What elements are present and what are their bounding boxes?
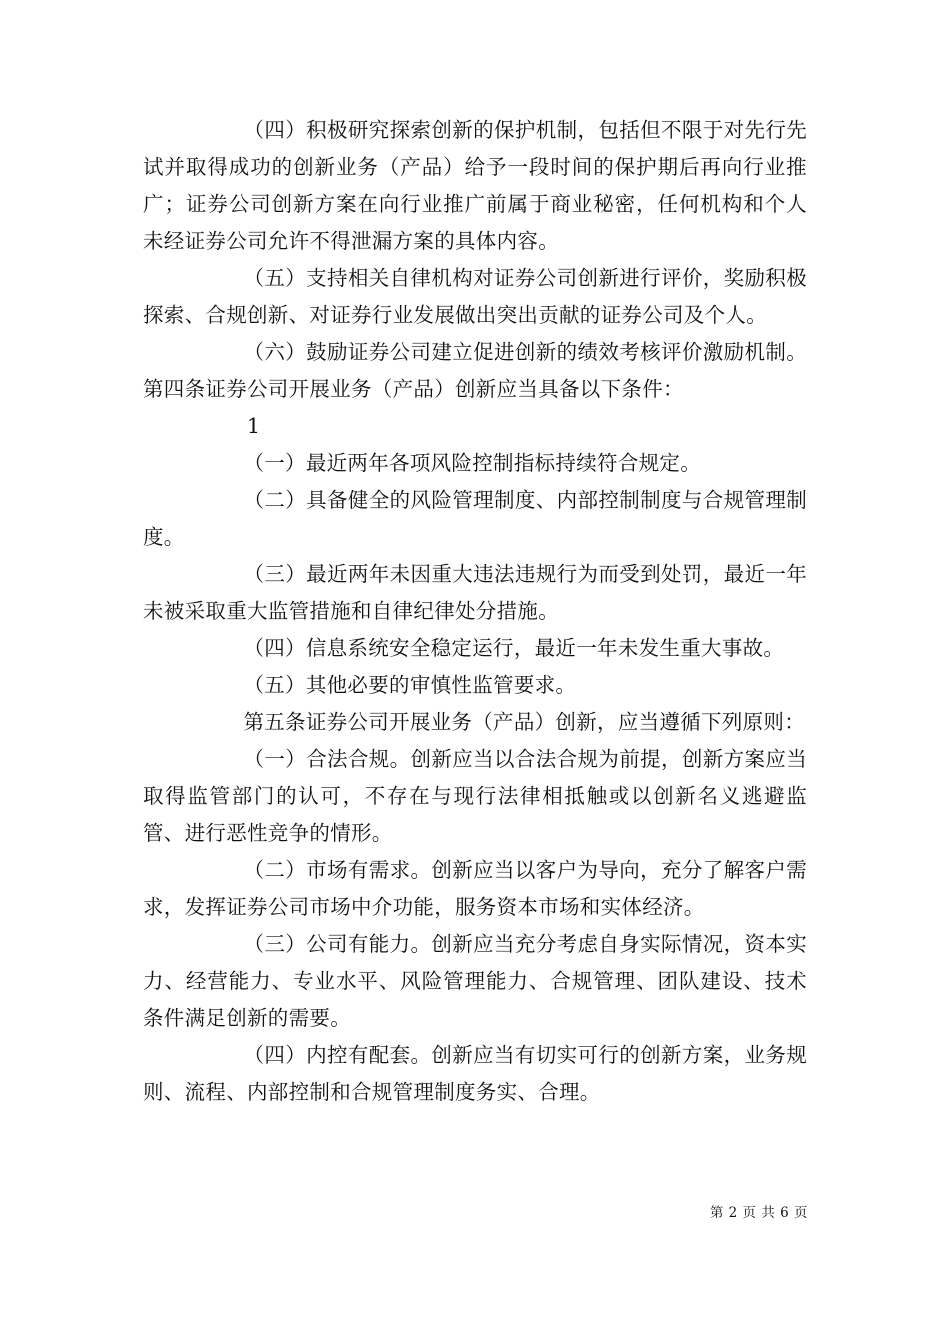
principle-company-capability: （三）公司有能力。创新应当充分考虑自身实际情况，资本实力、经营能力、专业水平、风险管理能力、合规管理、团队建设、技术条件满足创新的需要。 — [143, 932, 807, 1030]
condition-no-penalties: （三）最近两年未因重大违法违规行为而受到处罚，最近一年未被采取重大监管措施和自律纪律处分措施。 — [143, 562, 807, 623]
paragraph-self-regulatory-evaluation: （五）支持相关自律机构对证券公司创新进行评价，奖励积极探索、合规创新、对证券行业发展做出突出贡献的证券公司及个人。 — [143, 266, 807, 327]
principle-market-demand: （二）市场有需求。创新应当以客户为导向，充分了解客户需求，发挥证券公司市场中介功能，服务资本市场和实体经济。 — [143, 858, 807, 919]
paragraph-protection-mechanism: （四）积极研究探索创新的保护机制，包括但不限于对先行先试并取得成功的创新业务（产品）给予一段时间的保护期后再向行业推广；证券公司创新方案在向行业推广前属于商业秘密，任何机构和个人未经证券公司允许不得泄漏方案的具体内容。 — [143, 118, 807, 253]
condition-risk-control: （一）最近两年各项风险控制指标持续符合规定。 — [243, 451, 702, 475]
condition-information-systems: （四）信息系统安全稳定运行，最近一年未发生重大事故。 — [243, 636, 785, 660]
article-five-heading: 第五条证券公司开展业务（产品）创新，应当遵循下列原则： — [243, 710, 806, 734]
paragraph-incentive-mechanism: （六）鼓励证券公司建立促进创新的绩效考核评价激励机制。第四条证券公司开展业务（产品）创新应当具备以下条件： — [143, 340, 807, 401]
principle-legal-compliance: （一）合法合规。创新应当以合法合规为前提，创新方案应当取得监管部门的认可，不存在与现行法律相抵触或以创新名义逃避监管、进行恶性竞争的情形。 — [143, 747, 807, 845]
page-footer-label: 第 2 页 共 6 页 — [709, 1205, 808, 1221]
condition-prudential-requirements: （五）其他必要的审慎性监管要求。 — [243, 673, 577, 697]
condition-management-systems: （二）具备健全的风险管理制度、内部控制制度与合规管理制度。 — [143, 488, 807, 549]
document-body — [143, 112, 807, 1111]
principle-internal-controls: （四）内控有配套。创新应当有切实可行的创新方案，业务规则、流程、内部控制和合规管理制度务实、合理。 — [143, 1043, 807, 1104]
inline-page-number: 1 — [247, 414, 261, 438]
